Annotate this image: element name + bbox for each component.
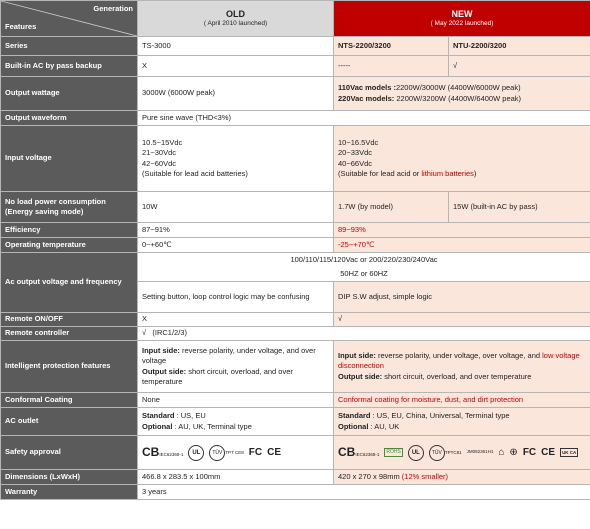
new-value-a: 1.7W (by model) (334, 192, 449, 223)
shared-value: 3 years (138, 485, 590, 500)
output-side-text: short circuit, overload, and over temperature (382, 371, 532, 381)
new-value (334, 436, 590, 470)
new-value (334, 408, 590, 436)
row-protection (1, 341, 590, 393)
old-value: Setting button, loop control logic may be confusing (138, 282, 334, 313)
new-cert-logos (338, 445, 578, 461)
new-dimension-highlight: (12% smaller) (401, 471, 449, 481)
row-warranty (1, 485, 590, 500)
house-mark-icon: ⌂ (498, 446, 505, 458)
old-value: TS-3000 (138, 37, 334, 56)
cb-standard: IEC62368-1 (355, 451, 380, 457)
old-value: 3000W (6000W peak) (138, 77, 334, 111)
feature-label: AC outlet (1, 408, 138, 436)
ce-logo: CE (541, 446, 556, 458)
row-waveform (1, 111, 590, 126)
old-cert-logos (142, 445, 281, 461)
fc-logo: FC (522, 446, 537, 458)
feature-label: Safety approval (1, 436, 138, 470)
old-header (138, 1, 334, 37)
row-ac-output (1, 253, 590, 268)
old-value (138, 436, 334, 470)
row-series (1, 37, 590, 56)
feature-label: Built-in AC by pass backup (1, 56, 138, 77)
ukca-logo: UK CA (562, 450, 577, 455)
note-text: (Suitable for lead acid or (338, 168, 422, 178)
new-value-b: 15W (built-in AC by pass) (449, 192, 590, 223)
cb-mark: CB (142, 444, 160, 459)
cb-mark: CB (338, 444, 356, 459)
feature-label: No load power consumption (Energy saving mode) (1, 192, 138, 223)
ul-logo: UL (408, 445, 424, 461)
plug-mark-icon: ⊕ (509, 446, 518, 458)
old-value (138, 126, 334, 192)
row-remote-controller (1, 327, 590, 341)
old-value (138, 408, 334, 436)
old-value (138, 341, 334, 393)
row-coating (1, 393, 590, 408)
new-value: √ (334, 313, 590, 327)
feature-label: Remote ON/OFF (1, 313, 138, 327)
tuv-mark: TÜV (429, 445, 445, 461)
row-remote-onoff (1, 313, 590, 327)
row-ac-outlet (1, 408, 590, 436)
new-value: DIP S.W adjust, simple logic (334, 282, 590, 313)
cb-logo (142, 446, 183, 459)
tuv-logo (429, 445, 462, 461)
old-value: X (138, 56, 334, 77)
new-value: Conformal coating for moisture, dust, and dirt protection (334, 393, 590, 408)
old-title: OLD (226, 9, 245, 20)
ce-logo: CE (267, 446, 282, 458)
header-corner-cell (1, 1, 138, 37)
old-voltage-line: 10.5~15Vdc (142, 138, 183, 148)
row-dimensions (1, 470, 590, 485)
new-subtitle: ( May 2022 launched) (430, 20, 494, 28)
tuv-code-2: JM082361H1 (466, 449, 494, 455)
shared-value: Pure sine wave (THD<3%) (138, 111, 590, 126)
new-header (334, 1, 590, 37)
feature-label: Remote controller (1, 327, 138, 341)
ul-logo: UL (188, 445, 204, 461)
row-efficiency (1, 223, 590, 238)
standard-label: Standard (142, 411, 175, 421)
features-label: Features (5, 21, 37, 31)
row-wattage (1, 77, 590, 111)
new-value: -25~+70℃ (334, 238, 590, 253)
standard-text: : US, EU (174, 411, 206, 421)
row-bypass (1, 56, 590, 77)
note-end: ) (473, 168, 477, 178)
feature-label: Dimensions (LxWxH) (1, 470, 138, 485)
input-side-label: Input side: (338, 351, 376, 361)
new-dimension-text: 420 x 270 x 98mm (338, 471, 402, 481)
feature-label: Ac output voltage and frequency (1, 253, 138, 313)
new-value: 89~93% (334, 223, 590, 238)
wattage-110-label: 110Vac models : (338, 83, 396, 93)
new-value (334, 470, 590, 485)
new-voltage-note (338, 169, 586, 179)
old-value: 0~+60℃ (138, 238, 334, 253)
new-value-b: NTU-2200/3200 (449, 37, 590, 56)
optional-label: Optional (142, 421, 173, 431)
new-voltage-line: 40~66Vdc (338, 158, 372, 168)
new-value-b: √ (449, 56, 590, 77)
output-side-text: short circuit, overload, and over temperature (142, 366, 293, 386)
wattage-110-value: 2200W/3000W (4400W/6000W peak) (395, 83, 521, 93)
new-value (334, 77, 590, 111)
new-voltage-line: 20~33Vdc (338, 148, 372, 158)
feature-label: Input voltage (1, 126, 138, 192)
old-value: 87~91% (138, 223, 334, 238)
output-side-label: Output side: (338, 371, 383, 381)
optional-label: Optional (338, 421, 369, 431)
generation-label: Generation (93, 4, 133, 13)
old-value: None (138, 393, 334, 408)
wattage-220-label: 220Vac models: (338, 93, 395, 103)
old-voltage-note: (Suitable for lead acid batteries) (142, 168, 248, 178)
tuv-code: TPTC81 (444, 449, 462, 455)
old-subtitle: ( April 2010 launched) (203, 20, 268, 28)
new-value (334, 341, 590, 393)
feature-label: Conformal Coating (1, 393, 138, 408)
new-voltage-line: 10~16.5Vdc (338, 138, 379, 148)
feature-label: Series (1, 37, 138, 56)
standard-text: : US, EU, China, Universal, Terminal type (370, 411, 510, 421)
old-voltage-line: 21~30Vdc (142, 148, 176, 158)
new-value (334, 126, 590, 192)
fc-logo: FC (248, 446, 263, 458)
wattage-220-value: 2200W/3200W (4400W/6400W peak) (394, 93, 522, 103)
old-voltage-line: 42~60Vdc (142, 158, 176, 168)
input-side-text: reverse polarity, under voltage, and over voltage (142, 346, 316, 366)
row-input-voltage (1, 126, 590, 192)
row-safety (1, 436, 590, 470)
cb-standard: IEC62368-1 (159, 451, 184, 457)
input-side-label: Input side: (142, 346, 180, 356)
old-value: 10W (138, 192, 334, 223)
row-no-load (1, 192, 590, 223)
optional-text: : AU, UK, Terminal type (172, 421, 252, 431)
feature-label: Warranty (1, 485, 138, 500)
tuv-mark: TÜV (209, 445, 225, 461)
note-highlight: lithium batteries (421, 168, 474, 178)
feature-label: Operating temperature (1, 238, 138, 253)
optional-text: : AU, UK (368, 421, 400, 431)
old-value: 466.8 x 283.5 x 100mm (138, 470, 334, 485)
input-side-text: reverse polarity, under voltage, over voltage, and (375, 351, 543, 361)
feature-label: Output waveform (1, 111, 138, 126)
standard-label: Standard (338, 411, 371, 421)
row-temperature (1, 238, 590, 253)
tuv-code: TPT CE8 (225, 449, 244, 455)
rohs-logo: ROHS (386, 449, 401, 456)
ac-voltages: 100/110/115/120Vac or 200/220/230/240Vac (138, 253, 590, 268)
ac-frequency: 50HZ or 60HZ (138, 268, 590, 282)
feature-label: Efficiency (1, 223, 138, 238)
shared-value: √ (IRC1/2/3) (138, 327, 590, 341)
new-title: NEW (451, 9, 473, 20)
old-value: X (138, 313, 334, 327)
cb-logo (338, 446, 379, 459)
output-side-label: Output side: (142, 366, 187, 376)
new-value-a: NTS-2200/3200 (334, 37, 449, 56)
feature-label: Intelligent protection features (1, 341, 138, 393)
tuv-logo (209, 445, 243, 461)
feature-label: Output wattage (1, 77, 138, 111)
new-value-a: ----- (334, 56, 449, 77)
input-side-highlight: low voltage disconnection (338, 351, 580, 371)
